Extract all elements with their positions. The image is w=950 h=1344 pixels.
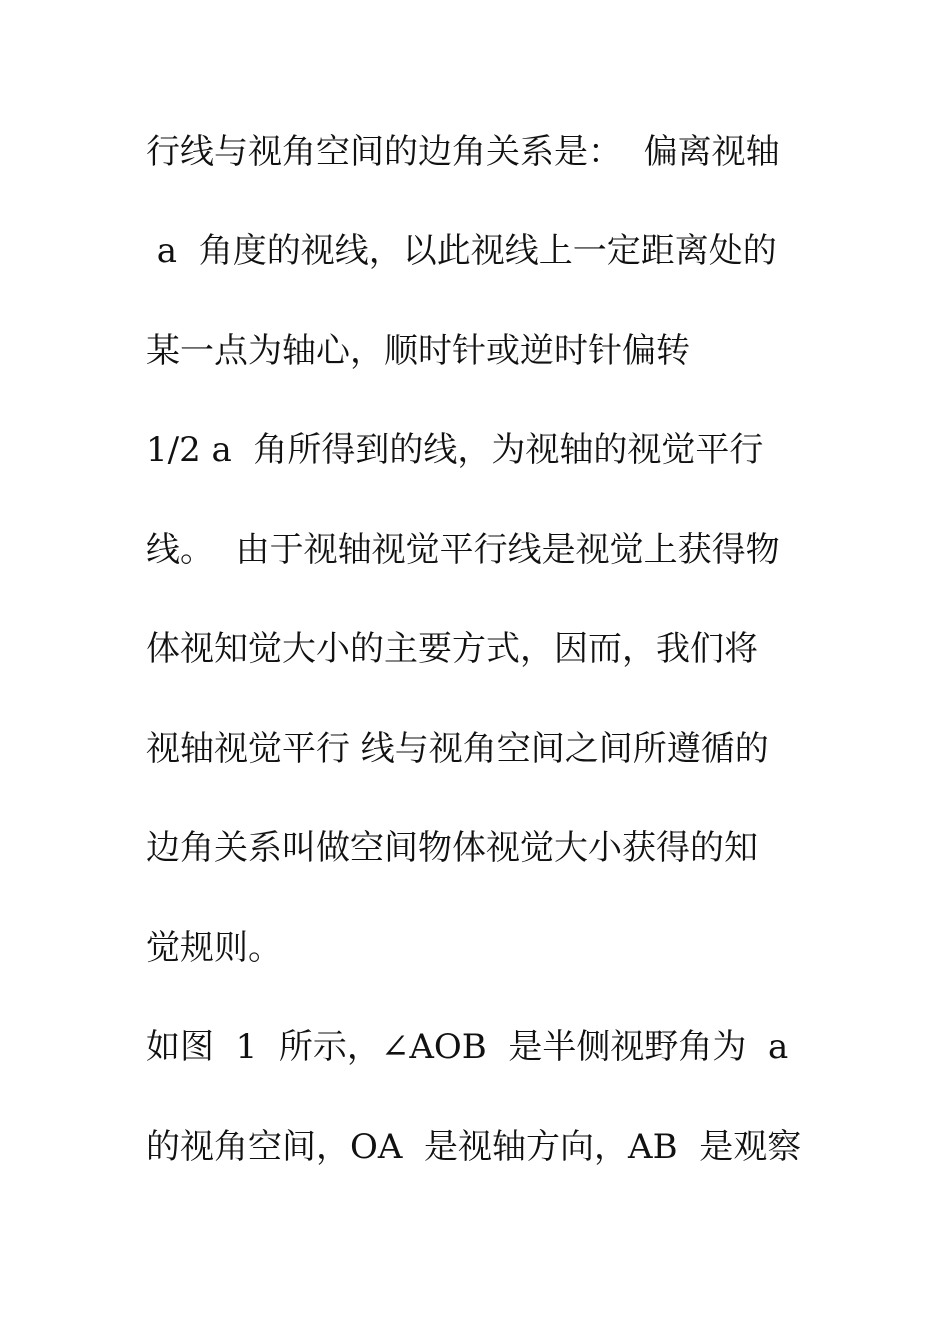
text-line-9: 觉规则。 xyxy=(146,928,282,968)
text-line-7: 视轴视觉平行 线与视角空间之间所遵循的 xyxy=(146,729,769,769)
text-line-1: 行线与视角空间的边角关系是： 偏离视轴 xyxy=(146,132,780,172)
text-line-6: 体视知觉大小的主要方式，因而，我们将 xyxy=(146,629,758,669)
text-line-2: a 角度的视线，以此视线上一定距离处的 xyxy=(146,231,777,271)
text-line-3: 某一点为轴心，顺时针或逆时针偏转 xyxy=(146,331,690,371)
text-line-5: 线。 由于视轴视觉平行线是视觉上获得物 xyxy=(146,530,780,570)
text-line-8: 边角关系叫做空间物体视觉大小获得的知 xyxy=(146,828,758,868)
text-line-4: 1/2 a 角所得到的线，为视轴的视觉平行 xyxy=(146,430,764,470)
text-line-10: 如图 1 所示，∠AOB 是半侧视野角为 a xyxy=(146,1027,789,1067)
text-line-11: 的视角空间，OA 是视轴方向，AB 是观察 xyxy=(146,1127,802,1167)
